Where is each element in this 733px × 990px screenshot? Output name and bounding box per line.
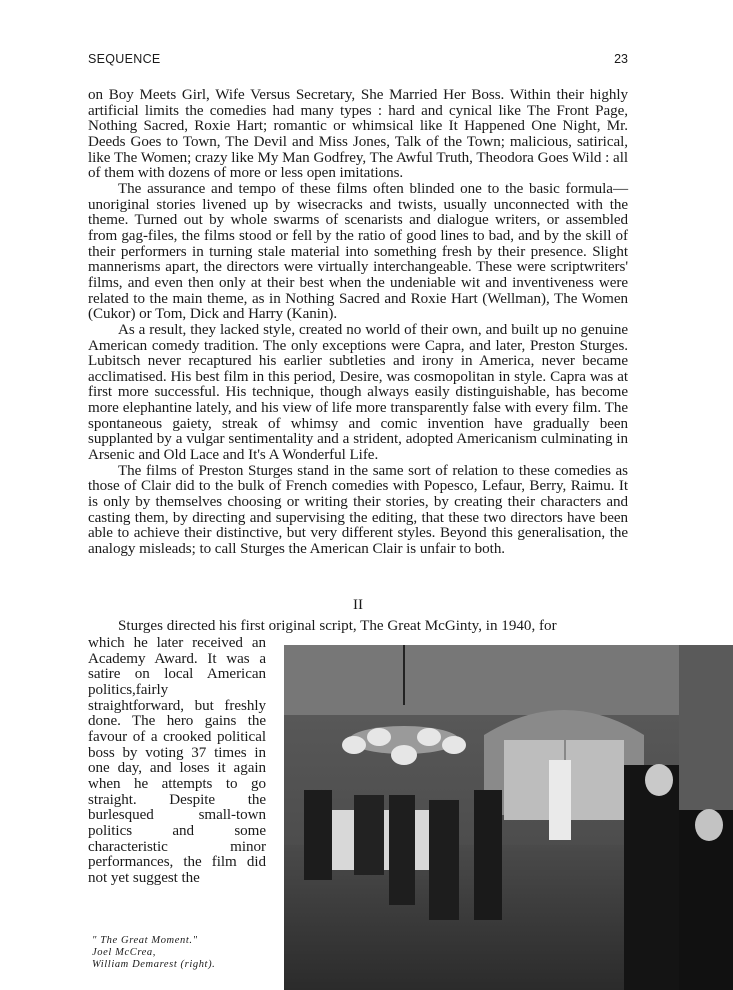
- film-still-photo: [284, 645, 733, 990]
- side-column-text: [88, 636, 266, 887]
- side-paragraph: which he later received an Academy Award. It was a satire on local American politics,fairly straightforward, but freshly done. The hero gains the favour of a crooked political boss by voting 37 times in one day, and loses it again when he attempts to go straight. Despite the burlesqued small-town politics and some characteristic minor performances, the film did not yet suggest the: [88, 635, 266, 886]
- paragraph-4: The films of Preston Sturges stand in the same sort of relation to these comedies as those of Clair did to the bulk of French comedies with Popesco, Lefaur, Berry, Raimu. It is only by themselves choosing or writing their stories, by creating their characters and casting them, by directing and supervising the editing, that these two directors have been able to achieve their distinctive, but very different styles. Beyond this generalisation, the analogy misleads; to call Sturges the American Clair is unfair to both.: [88, 462, 628, 558]
- photo-caption: [92, 935, 272, 971]
- article-body: [88, 88, 628, 558]
- section-lead-line: Sturges directed his first original script, The Great McGinty, in 1940, for: [118, 618, 557, 634]
- caption-actor-1: Joel McCrea,: [92, 947, 156, 958]
- paragraph-2: The assurance and tempo of these films often blinded one to the basic formula—unoriginal stories livened up by wisecracks and twists, usually unconnected with the theme. Turned out by whole swarms of scenarists and dialogue writers, or assembled from gag-files, the films stood or fell by the ratio of good lines to bad, and by the skill of their performers in turning stale material into something fresh by their presence. Slight mannerisms apart, the directors were virtually interchangeable. These were scriptwriters' films, and even then only at their best when the undeniable wit and inventiveness were related to the main theme, as in Nothing Sacred and Roxie Hart (Wellman), The Women (Cukor) or Tom, Dick and Harry (Kanin).: [88, 180, 628, 323]
- paragraph-3: As a result, they lacked style, created no world of their own, and built up no genuine American comedy tradition. The only exceptions were Capra, and later, Preston Sturges. Lubitsch never recaptured his earlier subtleties and irony in America, never became acclimatised. His best film in this period, Desire, was cosmopolitan in style. Capra was at first more successful. His technique, though always easily distinguishable, has become more elephantine lately, and his view of life more transparently false with every film. The spontaneous gaiety, streak of whimsy and comic invention have gradually been supplanted by a vulgar sentimentality and a strident, adopted Americanism culminating in Arsenic and Old Lace and It's A Wonderful Life.: [88, 321, 628, 464]
- running-header: [88, 52, 628, 72]
- paragraph-1: on Boy Meets Girl, Wife Versus Secretary, She Married Her Boss. Within their highly artificial limits the comedies had many types : hard and cynical like The Front Page, Nothing Sacred, Roxie Hart; romantic or whimsical like It Happened One Night, Mr. Deeds Goes to Town, The Devil and Miss Jones, Talk of the Town; malicious, satirical, like The Women; crazy like My Man Godfrey, The Awful Truth, Theodora Goes Wild : all of them with dozens of more or less open imitations.: [88, 87, 628, 182]
- caption-title: " The Great Moment.": [92, 935, 198, 946]
- publication-name: SEQUENCE: [88, 52, 161, 66]
- page-number: 23: [614, 52, 628, 66]
- caption-actor-2: William Demarest (right).: [92, 959, 216, 970]
- film-still-illustration: [284, 645, 733, 990]
- section-heading: II: [353, 597, 363, 613]
